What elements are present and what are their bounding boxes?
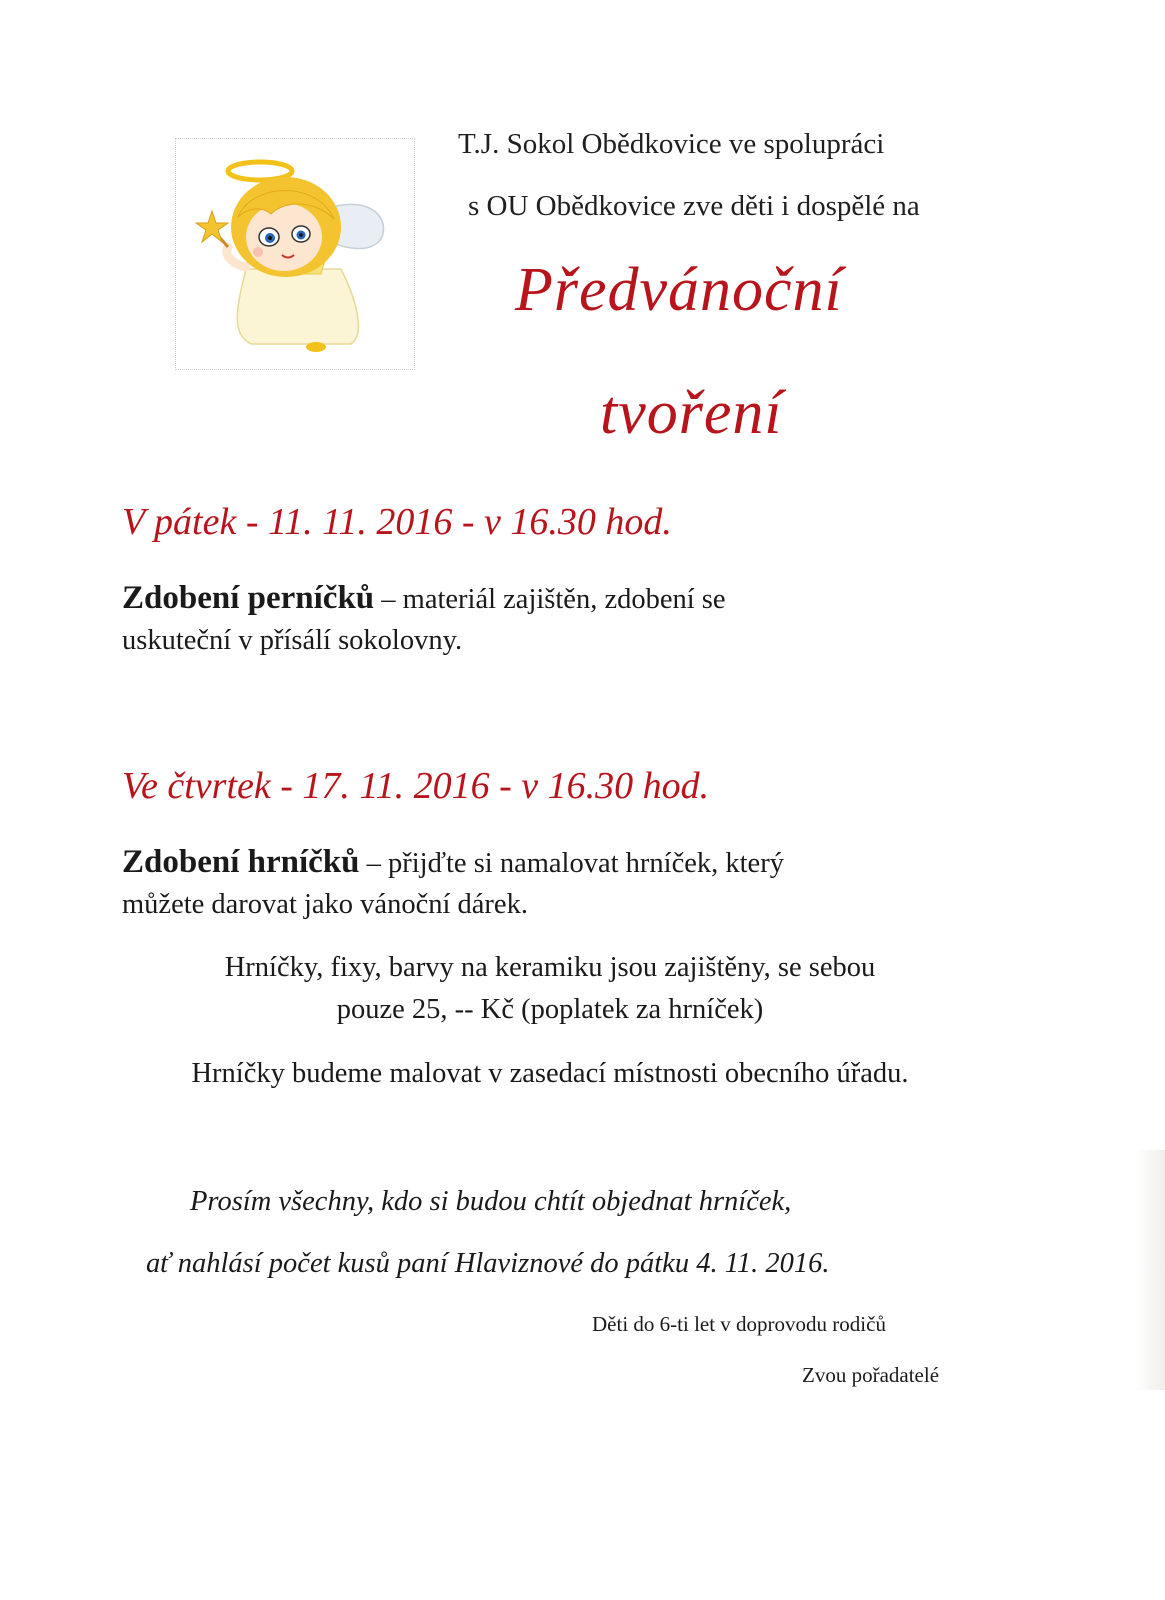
event-2-date: Ve čtvrtek - 17. 11. 2016 - v 16.30 hod. [122, 765, 710, 807]
angel-illustration-frame [175, 138, 415, 370]
title-line-2: tvoření [600, 379, 783, 447]
event-2-text-a: – přijďte si namalovat hrníček, který [359, 848, 784, 879]
event-2-text-b: můžete darovat jako vánoční dárek. [122, 889, 528, 920]
angel-icon [176, 139, 414, 369]
intro-line-1: T.J. Sokol Obědkovice ve spolupráci [458, 128, 885, 160]
signature: Zvou pořadatelé [802, 1363, 940, 1387]
event-1-text-a: – materiál zajištěn, zdobení se [374, 584, 726, 615]
order-note-line-2: ať nahlásí počet kusů paní Hlaviznové do pátku 4. 11. 2016. [146, 1248, 830, 1279]
event-2-heading: Zdobení hrníčků [122, 844, 360, 880]
event-1-text-b: uskuteční v přísálí sokolovny. [122, 625, 463, 656]
scan-edge-shadow [1135, 1150, 1165, 1390]
supplies-line-2: pouze 25, -- Kč (poplatek za hrníček) [336, 994, 764, 1025]
intro-line-2: s OU Obědkovice zve děti i dospělé na [468, 190, 920, 222]
order-note-line-1: Prosím všechny, kdo si budou chtít objednat hrníček, [190, 1186, 792, 1217]
location-line: Hrníčky budeme malovat v zasedací místnosti obecního úřadu. [191, 1058, 909, 1089]
event-1-heading: Zdobení perníčků [122, 580, 375, 616]
children-note: Děti do 6-ti let v doprovodu rodičů [592, 1312, 886, 1336]
event-1-description [122, 578, 982, 661]
event-2-description [122, 842, 1002, 925]
event-1-date: V pátek - 11. 11. 2016 - v 16.30 hod. [122, 501, 672, 543]
supplies-line-1: Hrníčky, fixy, barvy na keramiku jsou zajištěny, se sebou [224, 952, 876, 983]
title-line-1: Předvánoční [515, 256, 843, 324]
